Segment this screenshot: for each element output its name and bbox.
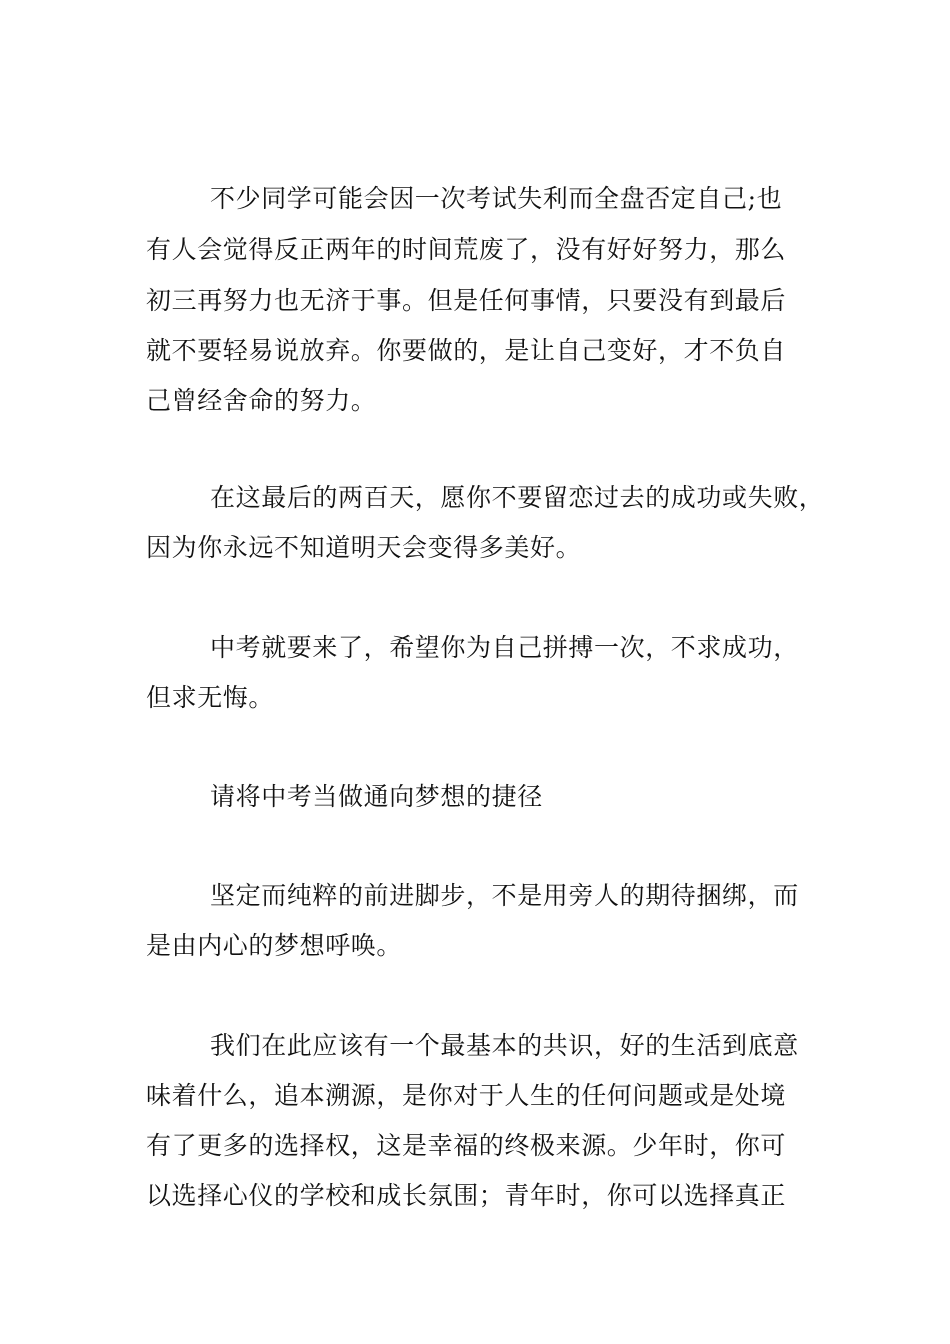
paragraph-2-line-2: 因为你永远不知道明天会变得多美好。	[146, 533, 582, 562]
paragraph-6-line-1: 我们在此应该有一个最基本的共识，好的生活到底意	[210, 1031, 799, 1060]
paragraph-1-line-1: 不少同学可能会因一次考试失利而全盘否定自己;也	[210, 184, 783, 213]
section-heading: 请将中考当做通向梦想的捷径	[210, 782, 543, 811]
paragraph-1-line-3: 初三再努力也无济于事。但是任何事情，只要没有到最后	[146, 286, 787, 315]
paragraph-1-line-5: 己曾经舍命的努力。	[146, 386, 377, 415]
paragraph-6-line-2: 味着什么，追本溯源，是你对于人生的任何问题或是处境	[146, 1081, 787, 1110]
paragraph-6-line-4: 以选择心仪的学校和成长氛围；青年时，你可以选择真正	[146, 1181, 787, 1210]
paragraph-6-line-3: 有了更多的选择权，这是幸福的终极来源。少年时，你可	[146, 1131, 787, 1160]
paragraph-3-line-1: 中考就要来了，希望你为自己拼搏一次，不求成功，	[210, 633, 799, 662]
paragraph-1-line-2: 有人会觉得反正两年的时间荒废了，没有好好努力，那么	[146, 235, 787, 264]
paragraph-1-line-4: 就不要轻易说放弃。你要做的，是让自己变好，才不负自	[146, 336, 787, 365]
paragraph-5-line-2: 是由内心的梦想呼唤。	[146, 931, 403, 960]
paragraph-3-line-2: 但求无悔。	[146, 683, 275, 712]
paragraph-2-line-1: 在这最后的两百天，愿你不要留恋过去的成功或失败，	[210, 483, 825, 512]
paragraph-5-line-1: 坚定而纯粹的前进脚步，不是用旁人的期待捆绑，而	[210, 881, 799, 910]
